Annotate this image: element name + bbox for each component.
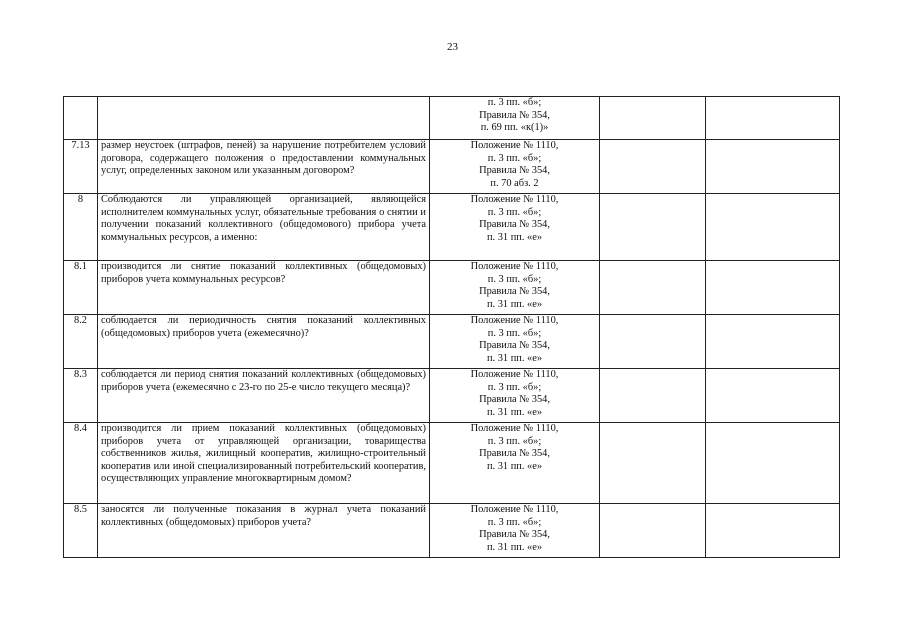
row-question	[98, 97, 430, 140]
row-number: 8.3	[64, 369, 98, 423]
row-answer-cell	[600, 261, 706, 315]
row-answer-cell	[600, 97, 706, 140]
row-number: 8.1	[64, 261, 98, 315]
row-reference: Положение № 1110, п. 3 пп. «б»; Правила № 354, п. 31 пп. «е»	[430, 261, 600, 315]
row-question: размер неустоек (штрафов, пеней) за нарушение потребителем условий договора, содержащего положения о предоставлении коммунальных услуг, определенных законом или указанным договором?	[98, 140, 430, 194]
row-reference: п. 3 пп. «б»; Правила № 354, п. 69 пп. «к(1)»	[430, 97, 600, 140]
row-note-cell	[706, 315, 840, 369]
row-number	[64, 97, 98, 140]
page-number: 23	[447, 41, 458, 53]
table-row	[64, 261, 840, 315]
table-row	[64, 97, 840, 140]
checklist-table	[63, 96, 840, 558]
row-reference: Положение № 1110, п. 3 пп. «б»; Правила № 354, п. 31 пп. «е»	[430, 315, 600, 369]
row-note-cell	[706, 194, 840, 261]
row-reference: Положение № 1110, п. 3 пп. «б»; Правила № 354, п. 31 пп. «е»	[430, 369, 600, 423]
row-note-cell	[706, 140, 840, 194]
row-answer-cell	[600, 194, 706, 261]
row-number: 8	[64, 194, 98, 261]
table-row	[64, 369, 840, 423]
table-row	[64, 194, 840, 261]
row-reference: Положение № 1110, п. 3 пп. «б»; Правила № 354, п. 31 пп. «е»	[430, 504, 600, 558]
row-answer-cell	[600, 140, 706, 194]
row-question: заносятся ли полученные показания в журнал учета показаний коллективных (общедомовых) приборов учета?	[98, 504, 430, 558]
row-answer-cell	[600, 315, 706, 369]
row-note-cell	[706, 504, 840, 558]
row-note-cell	[706, 423, 840, 504]
table-row	[64, 315, 840, 369]
table-row	[64, 504, 840, 558]
table-row	[64, 423, 840, 504]
row-question: производится ли прием показаний коллективных (общедомовых) приборов учета от управляющей организации, товарищества собственников жилья, жилищный кооператив, жилищно-строительный кооператив или иной специализированный потребительский кооператив, осуществляющих управление многоквартирным домом?	[98, 423, 430, 504]
row-answer-cell	[600, 504, 706, 558]
row-number: 8.5	[64, 504, 98, 558]
row-number: 7.13	[64, 140, 98, 194]
row-answer-cell	[600, 423, 706, 504]
row-reference: Положение № 1110, п. 3 пп. «б»; Правила № 354, п. 31 пп. «е»	[430, 423, 600, 504]
row-question: соблюдается ли периодичность снятия показаний коллективных (общедомовых) приборов учета (ежемесячно)?	[98, 315, 430, 369]
row-number: 8.4	[64, 423, 98, 504]
row-answer-cell	[600, 369, 706, 423]
row-number: 8.2	[64, 315, 98, 369]
row-reference: Положение № 1110, п. 3 пп. «б»; Правила № 354, п. 31 пп. «е»	[430, 194, 600, 261]
row-note-cell	[706, 97, 840, 140]
table-row	[64, 140, 840, 194]
row-question: производится ли снятие показаний коллективных (общедомовых) приборов учета коммунальных ресурсов?	[98, 261, 430, 315]
row-question: соблюдается ли период снятия показаний коллективных (общедомовых) приборов учета (ежемесячно с 23-го по 25-е число текущего месяца)?	[98, 369, 430, 423]
row-reference: Положение № 1110, п. 3 пп. «б»; Правила № 354, п. 70 абз. 2	[430, 140, 600, 194]
row-question: Соблюдаются ли управляющей организацией, являющейся исполнителем коммунальных услуг, обязательные требования о снятии и получении показаний коллективного (общедомового) прибора учета коммунальных ресурсов, а именно:	[98, 194, 430, 261]
row-note-cell	[706, 261, 840, 315]
row-note-cell	[706, 369, 840, 423]
